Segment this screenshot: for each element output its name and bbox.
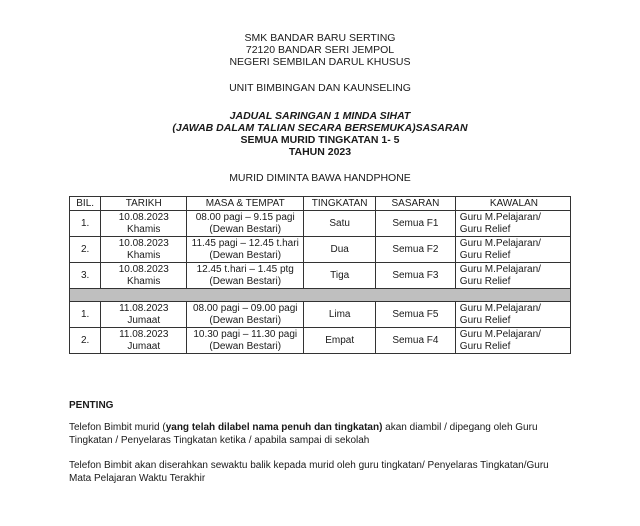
cell-bil: 2. [70, 237, 101, 263]
place-text: (Dewan Bestari) [209, 223, 282, 235]
cell-kawalan [455, 237, 570, 263]
date-text: 10.08.2023 [118, 211, 169, 223]
cell-kawalan [455, 263, 570, 289]
school-state: NEGERI SEMBILAN DARUL KHUSUS [229, 56, 411, 68]
cell-tingkatan: Satu [304, 211, 376, 237]
notes-p2-line2: Mata Pelajaran Waktu Terakhir [69, 472, 206, 484]
cell-tingkatan: Lima [304, 302, 376, 328]
time-text: 08.00 pagi – 9.15 pagi [195, 211, 295, 223]
separator-row [70, 289, 571, 302]
kawalan-line-2: Guru Relief [459, 249, 511, 261]
table-row [70, 328, 571, 354]
place-text: (Dewan Bestari) [209, 275, 282, 287]
kawalan-line-2: Guru Relief [459, 314, 511, 326]
time-text: 10.30 pagi – 11.30 pagi [193, 328, 298, 340]
instruction-text: MURID DIMINTA BAWA HANDPHONE [229, 172, 411, 184]
notes-p1-after: akan diambil / dipegang oleh Guru [382, 422, 538, 433]
cell-kawalan [455, 328, 570, 354]
table-header-row [70, 197, 571, 211]
col-header-sasaran: SASARAN [376, 197, 456, 211]
cell-sasaran: Semua F5 [376, 302, 456, 328]
cell-bil: 1. [70, 211, 101, 237]
day-text: Jumaat [127, 340, 161, 352]
cell-tarikh [101, 263, 187, 289]
cell-masa [187, 211, 304, 237]
cell-kawalan [455, 211, 570, 237]
place-text: (Dewan Bestari) [209, 340, 282, 352]
cell-bil: 2. [70, 328, 101, 354]
school-name: SMK BANDAR BARU SERTING [244, 32, 396, 44]
date-text: 10.08.2023 [118, 237, 169, 249]
day-text: Khamis [127, 249, 161, 261]
kawalan-line-1: Guru M.Pelajaran/ [459, 211, 541, 223]
day-text: Khamis [127, 223, 161, 235]
kawalan-line-2: Guru Relief [459, 275, 511, 287]
cell-kawalan [455, 302, 570, 328]
col-header-tarikh: TARIKH [101, 197, 187, 211]
place-text: (Dewan Bestari) [209, 249, 282, 261]
cell-tarikh [101, 237, 187, 263]
col-header-bil: BIL. [70, 197, 101, 211]
cell-masa [187, 237, 304, 263]
table-row [70, 302, 571, 328]
notes-paragraph-2 [69, 460, 609, 485]
notes-p1-before: Telefon Bimbit murid ( [69, 422, 166, 433]
place-text: (Dewan Bestari) [209, 314, 282, 326]
kawalan-line-1: Guru M.Pelajaran/ [459, 237, 541, 249]
table-row [70, 263, 571, 289]
notes-p2-line1: Telefon Bimbit akan diserahkan sewaktu balik kepada murid oleh guru tingkatan/ Penyelaras Tingkatan/Guru [69, 460, 549, 471]
notes-paragraph-1 [69, 422, 609, 447]
title-line-1: JADUAL SARINGAN 1 MINDA SIHAT [229, 110, 411, 122]
title-line-2: (JAWAB DALAM TALIAN SECARA BERSEMUKA)SASARAN [172, 122, 468, 134]
unit-name: UNIT BIMBINGAN DAN KAUNSELING [229, 82, 411, 94]
kawalan-line-1: Guru M.Pelajaran/ [459, 263, 541, 275]
cell-tarikh [101, 302, 187, 328]
kawalan-line-1: Guru M.Pelajaran/ [459, 328, 541, 340]
notes-heading: PENTING [69, 400, 114, 411]
cell-masa [187, 328, 304, 354]
date-text: 11.08.2023 [119, 328, 169, 340]
cell-tingkatan: Tiga [304, 263, 376, 289]
col-header-tingkatan: TINGKATAN [304, 197, 376, 211]
table-row [70, 237, 571, 263]
cell-tingkatan: Empat [304, 328, 376, 354]
kawalan-line-1: Guru M.Pelajaran/ [459, 302, 541, 314]
date-text: 11.08.2023 [119, 302, 169, 314]
schedule-table [69, 196, 571, 354]
title-line-4: TAHUN 2023 [288, 146, 352, 158]
table-row [70, 211, 571, 237]
cell-bil: 3. [70, 263, 101, 289]
cell-sasaran: Semua F2 [376, 237, 456, 263]
cell-sasaran: Semua F4 [376, 328, 456, 354]
separator-cell [70, 289, 571, 302]
cell-sasaran: Semua F3 [376, 263, 456, 289]
cell-tarikh [101, 328, 187, 354]
kawalan-line-2: Guru Relief [459, 340, 511, 352]
day-text: Jumaat [127, 314, 161, 326]
kawalan-line-2: Guru Relief [459, 223, 511, 235]
time-text: 08.00 pagi – 09.00 pagi [192, 302, 298, 314]
cell-masa [187, 263, 304, 289]
title-line-3: SEMUA MURID TINGKATAN 1- 5 [240, 134, 400, 146]
col-header-kawalan: KAWALAN [455, 197, 570, 211]
day-text: Khamis [127, 275, 161, 287]
cell-tingkatan: Dua [304, 237, 376, 263]
cell-bil: 1. [70, 302, 101, 328]
cell-masa [187, 302, 304, 328]
date-text: 10.08.2023 [118, 263, 169, 275]
time-text: 12.45 t.hari – 1.45 ptg [196, 263, 294, 275]
school-address: 72120 BANDAR SERI JEMPOL [245, 44, 395, 56]
notes-p1-bold: yang telah dilabel nama penuh dan tingkatan) [165, 422, 383, 433]
notes-p1-line2: Tingkatan / Penyelaras Tingkatan ketika / apabila sampai di sekolah [69, 434, 370, 446]
time-text: 11.45 pagi – 12.45 t.hari [191, 237, 299, 249]
cell-tarikh [101, 211, 187, 237]
cell-sasaran: Semua F1 [376, 211, 456, 237]
col-header-masa: MASA & TEMPAT [187, 197, 304, 211]
